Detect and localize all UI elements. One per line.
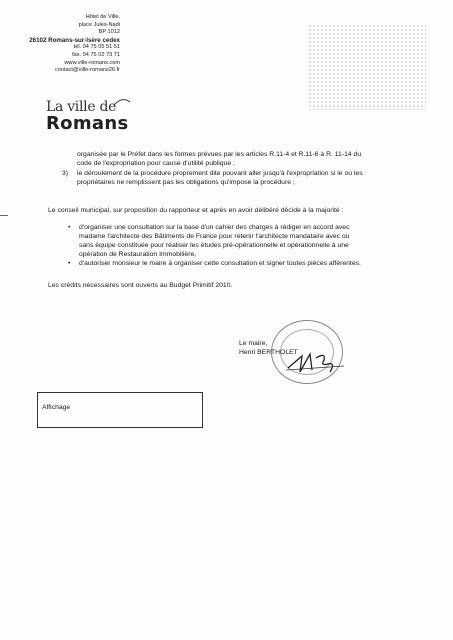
list-item-text: le déroulement de la procédure proprement dite pouvant aller jusqu'à l'expropriation si le ou les	[77, 170, 363, 177]
address-line: place Jules-Nadi	[78, 21, 120, 28]
letterhead-address	[10, 14, 120, 75]
continuation-line: code de l'expropriation pour cause d'utilité publique ;	[77, 160, 235, 167]
continuation-line: organisée par le Préfet dans les formes prévues par les articles R.11-4 et R.11-6 à R. 11-14 du	[77, 151, 362, 158]
bullet-text-line: d'organiser une consultation sur la base d'un cahier des charges à rédiger en accord avec	[79, 224, 350, 231]
bullet-text-line: opération de Restauration Immobilière,	[79, 251, 197, 258]
address-line: 26102 Romans-sur-Isère cedex	[29, 36, 120, 44]
address-line: BP 1012	[98, 29, 120, 36]
bullet-text-line: d'autoriser monsieur le maire à organiser cette consultation et signer toutes pièces afférentes.	[79, 260, 361, 267]
bullet-text-line: sans équipe constituée pour réaliser les études pré-opérationnelle et opérationnelle à une	[79, 242, 349, 249]
phone-line: tél. 04 75 05 51 51	[73, 44, 120, 51]
list-item-text: propriétaires ne remplissent pas les obligations qu'impose la procédure ;	[77, 179, 295, 186]
faded-stamp-icon	[308, 24, 426, 110]
decision-paragraph: Le conseil municipal, sur proposition du rapporteur et après en avoir délibéré décide à la majorité :	[48, 207, 344, 214]
bullet-icon: •	[68, 260, 71, 267]
logo-arc-icon	[112, 96, 132, 106]
fax-line: fax. 04 75 02 73 71	[72, 51, 120, 58]
address-line: Hôtel de Ville,	[85, 14, 120, 20]
affichage-label: Affichage	[42, 404, 71, 411]
bullet-text-line: madame l'architecte des Bâtiments de France pour retenir l'architecte mandataire avec ou	[79, 233, 350, 240]
credits-paragraph: Les crédits nécessaires sont ouverts au Budget Primitif 2010.	[48, 282, 233, 289]
website-line: www.ville-romans.com	[64, 59, 120, 66]
logo-line2: Romans	[46, 113, 129, 134]
handwritten-signature-icon	[286, 348, 346, 376]
list-number: 3)	[62, 170, 69, 177]
email-line: contact@ville-romans26.fr	[54, 67, 120, 74]
logo-line1: La ville de	[46, 99, 117, 115]
signatory-title: Le maire,	[239, 340, 268, 347]
signatory-name: Henri BERTHOLET	[239, 348, 298, 356]
bullet-icon: •	[68, 224, 71, 231]
margin-mark	[0, 215, 8, 216]
